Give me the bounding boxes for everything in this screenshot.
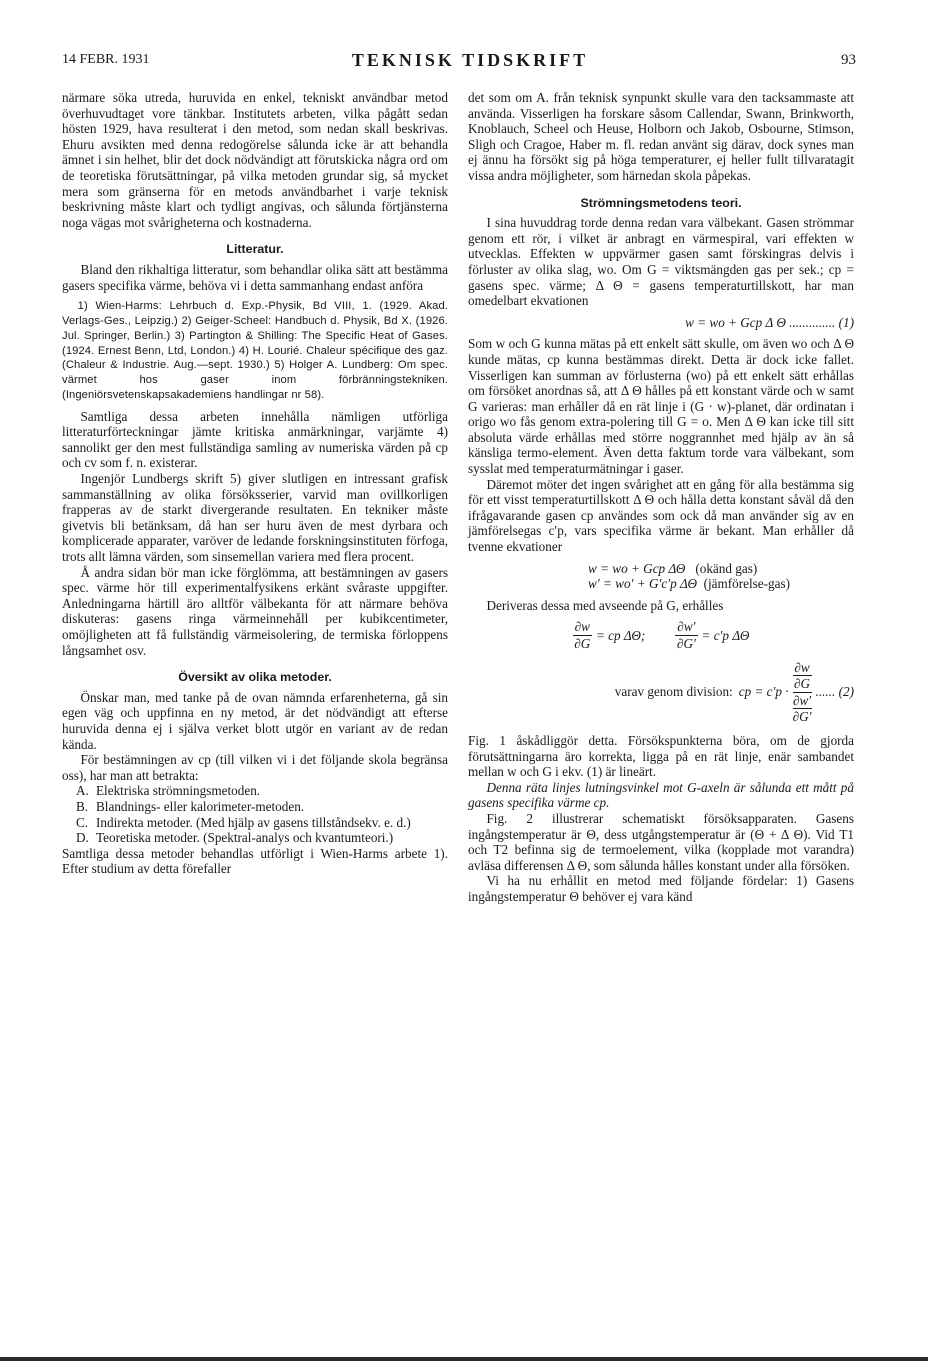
paragraph: Deriveras dessa med avseende på G, erhålles (486, 597, 724, 613)
list-item: D. Teoretiska metoder. (Spektral-analys och kvantumteori.) (76, 830, 394, 846)
paragraph: närmare söka utreda, huruvida en enkel, tekniskt användbar metod överhuvudtaget vore tänkbar. Institutets arbeten, vilka pågått sedan hösten 1929, hava resulterat i den metod, som nedan skall beskrivas. Ehuru avsikten med denna redogörelse sålunda icke är att behandla ämnet i sin helhet, blir det dock nödvändigt att förutskicka några ord om de teoretiska förutsättningar, på vilka metoden grundar sig, så mycket mera som gränserna för en metods användbarhet i varje teknisk beskrivning måste klart och tydligt angivas, och sålunda förtjänsterna noga vägas mot svårigheterna och kostnaderna. (62, 90, 448, 230)
paragraph: Samtliga dessa arbeten innehålla nämligen utförliga litteraturförteckningar jämte kritiska anmärkningar, varjämte 4) sannolikt ger den mest fullständiga samling av numeriska värden på cp och cv som f. n. existerar. (62, 408, 448, 471)
derivative-2: $\frac{\partial w'}{\partial G'}$ = c′p ΔΘ (676, 619, 750, 651)
page-number: 93 (841, 52, 856, 68)
section-heading-litteratur: Litteratur. (226, 242, 284, 257)
derivative-equations (468, 619, 854, 651)
list-item: B. Blandnings- eller kalorimeter-metoden. (76, 798, 305, 814)
left-column (62, 90, 448, 877)
equation-reference-gas: w′ = wo′ + G′c′p ΔΘ (jämförelse-gas) (588, 576, 791, 592)
paragraph: Ingenjör Lundbergs skrift 5) giver slutligen en intressant grafisk sammanställning av olika försöksserier, varvid man ovillkorligen frapperas av de starkt divergerande resultaten. En tekniker måste givetvis bli betänksam, då han ser huru även de mest dyrbara och komplicerade apparater, varöver de ledande forskningsinstituten förfoga, trots allt lämna värden, som sinsemellan variera med flera procent. (62, 471, 448, 565)
paragraph: Som w och G kunna mätas på ett enkelt sätt skulle, om även wo och Δ Θ kunde mätas, cp kunna bestämmas direkt. Detta är dock icke fallet. Visserligen kan summan av förlusterna (wo) på ett enkelt sätt erhållas om försöket anordnas så, att Δ Θ hålles på ett konstant värde och w samt G varieras: man erhåller då en rät linje i (G · w)-planet, där ordinatan i origo wo fås genom extra-polering till G = o. Men Δ Θ kan icke till sitt absoluta värde erhållas med större noggrannhet med hjälp av än så känsliga termo-element. Även detta faktum torde vara välbekant, som sysslat med temperaturmätningar i gaser. (468, 336, 854, 477)
paragraph: I sina huvuddrag torde denna redan vara välbekant. Gasen strömmar genom ett rör, i vilket är anbragt en värmespiral, vari effekten w utvecklas. Effekten w uppvärmer gasen samt förskingras delvis i förluster av olika slag, wo. Om G = viktsmängden gas per sek.; cp = gasens spec. värme; Δ Θ = gasens temperaturtillskott, har man omedelbart ekvationen (468, 215, 854, 309)
paragraph: För bestämningen av cp (till vilken vi i det följande skola begränsa oss), har man att betrakta: (62, 752, 448, 783)
section-heading-oversikt: Översikt av olika metoder. (178, 670, 332, 685)
reference-list (62, 299, 448, 403)
paragraph: Fig. 1 åskådliggör detta. Försökspunkterna böra, om de gjorda förutsättningarna äro korrekta, ligga på en rät linje, enär sambandet mellan w och G i ekv. (1) är lineärt. (468, 732, 854, 780)
paragraph: Bland den rikhaltiga litteratur, som behandlar olika sätt att bestämma gasers specifika värme, behöva vi i detta sammanhang endast anföra (62, 261, 448, 293)
paragraph: Samtliga dessa metoder behandlas utförligt i Wien-Harms arbete 1). Efter studium av detta förefaller (62, 845, 448, 877)
bottom-border (0, 1357, 928, 1361)
paragraph: det som om A. från teknisk synpunkt skulle vara den tacksammaste att använda. Visserligen ha forskare såsom Callendar, Swann, Brinkworth, Knoblauch, Scheel och Heuse, Holborn och Jakob, Osbourne, Stimson, Sligh och Cragoe, Haber m. fl. redan använt sig därav, dock synes man ej ännu ha försökt sig på höga temperaturer, ej heller fullt tillvaratagit vissa andra möjligheter, som härnedan skola påpekas. (468, 90, 854, 183)
equation-pair (588, 561, 854, 592)
list-item: A. Elektriska strömningsmetoden. (76, 783, 261, 799)
paragraph: Önskar man, med tanke på de ovan nämnda erfarenheterna, gå sin egen väg och uppfinna en ny metod, är det nödvändigt att efterse huruvida denna ej i själva verket blott utgör en variant av de redan kända. (62, 689, 448, 752)
equation-1: w = wo + Gcp Δ Θ .............. (1) (685, 314, 854, 330)
paragraph: Vi ha nu erhållit en metod med följande fördelar: 1) Gasens ingångstemperatur Θ behöver ej vara känd (468, 873, 854, 904)
paragraph: Däremot möter det ingen svårighet att en gång för alla bestämma sig för ett visst temperaturtillskott Δ Θ och hålla detta konstant såväl då den ifrågavarande gasen cp användes som ock då man använder sig av en jämförelsegas c′p, vars specifika värme är bekant. Man erhåller då tvenne ekvationer (468, 476, 854, 555)
issue-date: 14 FEBR. 1931 (62, 52, 150, 67)
section-heading-teori: Strömningsmetodens teori. (580, 195, 742, 210)
derivative-1: $\frac{\partial w}{\partial G}$ = cp ΔΘ; (574, 619, 646, 651)
equation-2: varav genom division: cp = c′p · ∂w ∂G ∂w′ ∂G′ ...... (2) (614, 659, 854, 725)
journal-title: TEKNISK TIDSKRIFT (351, 50, 589, 70)
list-item: C. Indirekta metoder. (Med hjälp av gasens tillståndsekv. e. d.) (76, 814, 411, 830)
paragraph: Denna räta linjes lutningsvinkel mot G-axeln är sålunda ett mått på gasens specifika värme cp. (468, 779, 854, 811)
references: 1) Wien-Harms: Lehrbuch d. Exp.-Physik, Bd VIII, 1. (1929. Akad. Verlags-Ges., Leipzig.) 2) Geiger-Scheel: Handbuch d. Physik, Bd X. (1926. Jul. Springer, Berlin.) 3) Partington & Shilling: The Specific Heat of Gases. (1924. Ernest Benn, Ltd, London.) 4) H. Lourié. Chaleur spécifique des gaz. (Chaleur & Industrie. Aug.—sept. 1930.) 5) Holger A. Lundberg: Om spec. värmet hos gaser inom förbränningstekniken. (Ingeniörsvetenskapsakademiens handlingar nr 58). (62, 300, 448, 401)
right-column (468, 90, 854, 905)
page-header (0, 48, 928, 78)
equation-unknown-gas: w = wo + Gcp ΔΘ (okänd gas) (588, 560, 758, 576)
paragraph: Å andra sidan bör man icke förglömma, att bestämningen av gasers spec. värme hör till experimentalfysikens erkänt svåraste uppgifter. Anledningarna härtill äro alltför välbekanta för att närmare behöva diskuteras: gasens ringa värmeinnehåll per kubikcentimeter, omöjligheten att få fullständig värmeisolering, de termiska förloppens långsamhet osv. (62, 564, 448, 658)
paragraph: Fig. 2 illustrerar schematiskt försöksapparaten. Gasens ingångstemperatur är Θ, dess utgångstemperatur är (Θ + Δ Θ). Vid T1 och T2 befinna sig de termoelement, vilka (kopplade mot varandra) avläsa differensen Δ Θ, som sålunda hålles konstant under alla försöken. (468, 810, 854, 873)
method-list (62, 783, 448, 845)
